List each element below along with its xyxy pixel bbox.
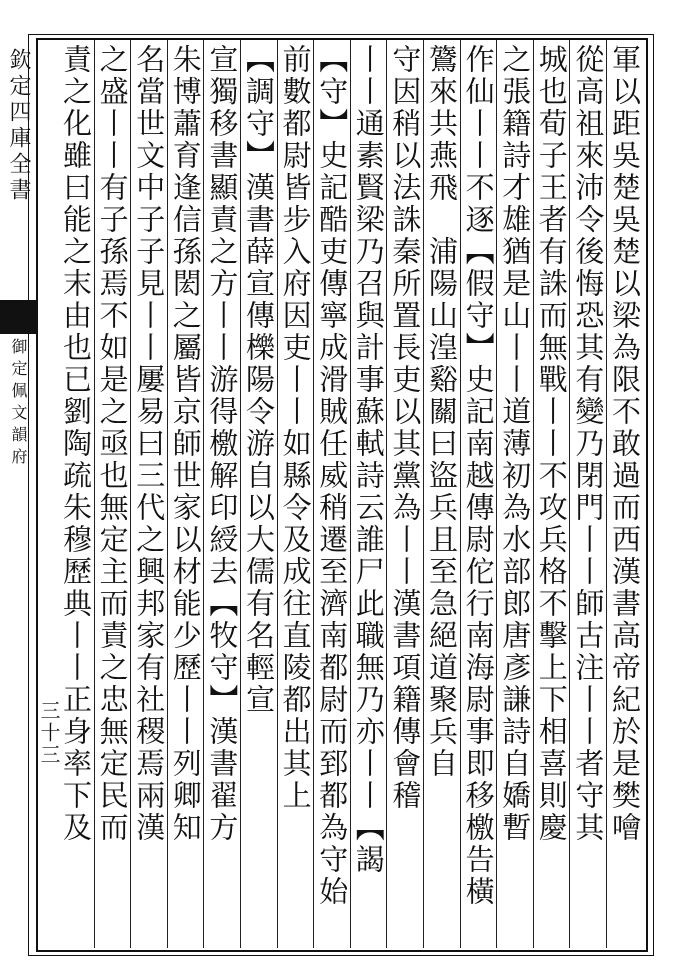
column-divider: [423, 40, 424, 948]
column-divider: [460, 40, 461, 948]
text-column-15: 之盛丨丨有子孫焉不如是之亟也無定主而責之忠無定民而: [95, 44, 130, 844]
margin-title: 欽定四庫全書: [6, 48, 31, 204]
text-column-14: 名當世文中子子見丨丨屢易曰三代之興邦家有社稷焉兩漢: [132, 44, 167, 844]
text-column-7: 守因稍以法誅秦所置長吏以其黨為丨丨漢書項籍傳會稽: [388, 44, 423, 812]
column-divider: [130, 40, 131, 948]
page-number: 三十三: [37, 700, 61, 766]
column-divider: [94, 40, 95, 948]
margin-column: [0, 38, 36, 952]
text-column-3: 城也荀子王者有誅而無戰丨丨不攻兵格不擊上下相喜則慶: [534, 44, 569, 844]
text-column-9: 【守】史記酷吏傳寧成滑賊任威稍遷至濟南都尉而郅都為守始: [315, 44, 350, 908]
text-column-5: 作仙丨丨不逐【假守】史記南越傳尉佗行南海尉事即移檄告橫: [461, 44, 496, 908]
column-divider: [569, 40, 570, 948]
fish-tail-mark: [0, 300, 36, 334]
column-divider: [313, 40, 314, 948]
text-column-1: 軍以距吳楚吳楚以梁為限不敢過而西漢書高帝紀於是樊噲: [608, 44, 642, 844]
column-divider: [533, 40, 534, 948]
text-column-6: 鷟來共燕飛 浦陽山湟谿關曰盜兵且至急絕道聚兵自: [425, 44, 459, 780]
text-column-13: 朱博蕭育逢信孫閎之屬皆京師世家以材能少歷丨丨列卿知: [168, 44, 203, 844]
margin-subtitle: 御定佩文韻府: [9, 338, 28, 470]
text-column-2: 從高祖來沛令後悔恐其有變乃閉門丨丨師古注丨丨者守其: [571, 44, 606, 844]
column-divider: [350, 40, 351, 948]
text-column-11: 【調守】漢書薛宣傳櫟陽令游自以大儒有名輕宣: [242, 44, 276, 716]
column-divider: [606, 40, 607, 948]
column-divider: [386, 40, 387, 948]
column-divider: [203, 40, 204, 948]
column-divider: [496, 40, 497, 948]
text-column-16: 責之化雖曰能之末由也已劉陶疏朱穆歷典丨丨正身率下及: [59, 44, 93, 844]
text-column-10: 前數都尉皆步入府因吏丨丨如縣令及成往直陵都出其上: [278, 44, 313, 812]
text-column-4: 之張籍詩才雄猶是山丨丨道薄初為水部郎唐彥謙詩自嬌暫: [498, 44, 533, 844]
text-column-8: 丨丨通素賢梁乃召與計事蘇軾詩云誰尸此職無乃亦丨丨【謁: [351, 44, 386, 876]
text-column-12: 宣獨移書顯責之方丨丨游得檄解印綬去【牧守】漢書翟方: [205, 44, 240, 844]
column-divider: [240, 40, 241, 948]
column-divider: [167, 40, 168, 948]
column-divider: [277, 40, 278, 948]
